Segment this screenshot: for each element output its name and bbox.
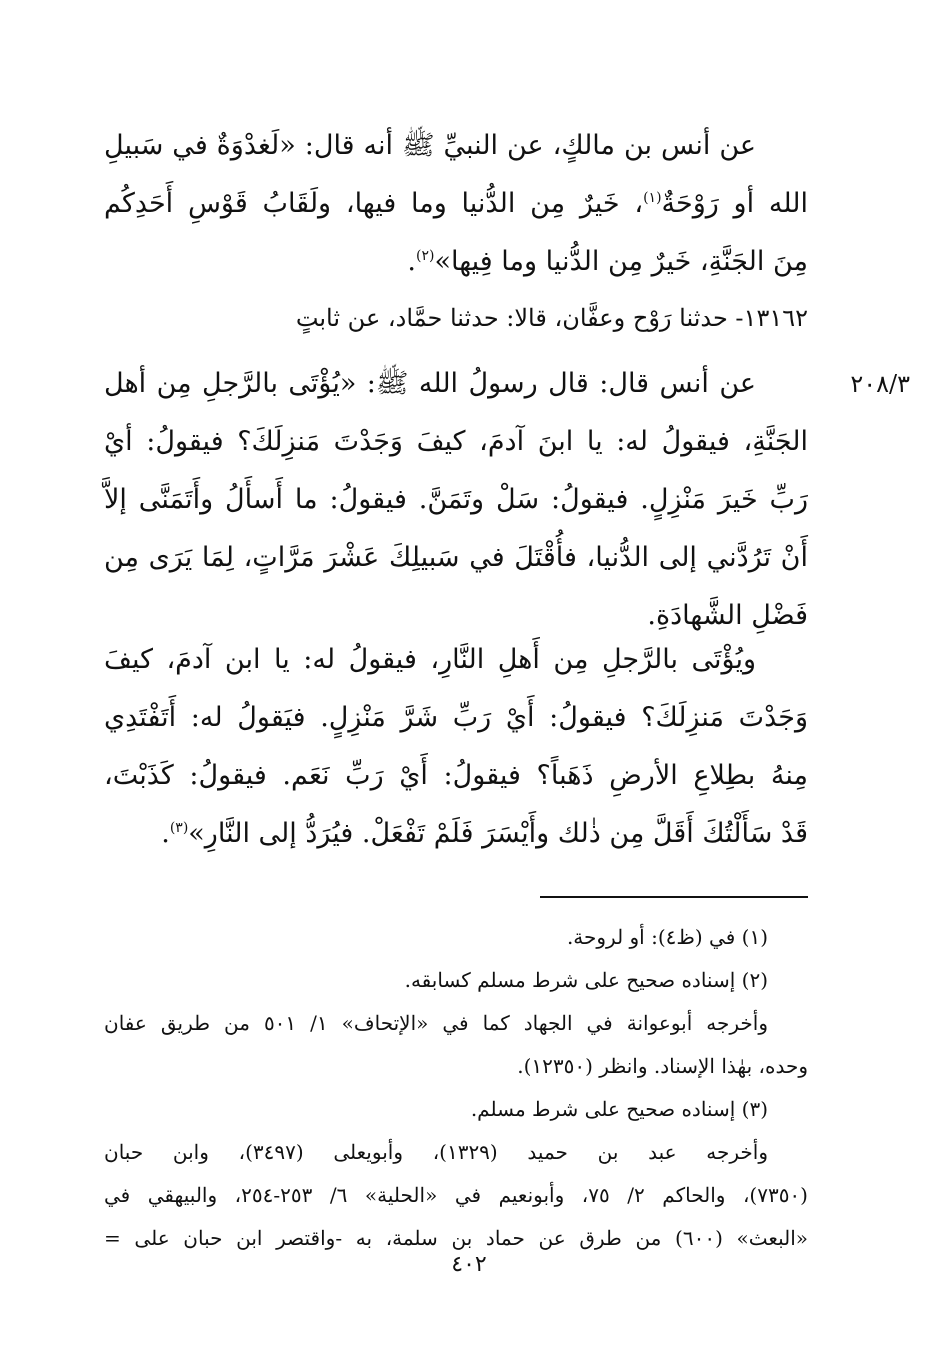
footnote-line: وحده، بهٰذا الإسناد. وانظر (١٢٣٥٠).	[517, 1054, 808, 1078]
footnote-marker: (٢)	[416, 248, 435, 264]
text-fragment: ، خَيرٌ مِن الدُّنيا وما فيها، ولَقَابُ قَوْسِ أَحَدِكُم	[104, 188, 644, 219]
footnote-line: وأخرجه عبد بن حميد (١٣٢٩)، وأبويعلى (٣٤٩٧)، وابن حبان	[104, 1140, 768, 1164]
text-fragment: الله أو رَوْحَةٌ	[661, 188, 808, 219]
text-line	[104, 805, 808, 863]
text-line	[104, 233, 808, 291]
text-line	[104, 175, 808, 233]
text-line: رَبِّ خَيرَ مَنْزِلٍ. فيقولُ: سَلْ وتَمَنَّ. فيقولُ: ما أَسأَلُ وأَتَمَنَّى إلاَّ	[104, 484, 808, 515]
text-fragment: .	[161, 818, 170, 849]
margin-reference: ٢٠٨/٣	[850, 370, 910, 398]
footnote-line: (١) في (ظ٤): أو لروحة.	[566, 925, 768, 949]
footnote-marker: (٣)	[169, 820, 189, 836]
text-line: أَنْ تَرُدَّني إلى الدُّنيا، فأُقْتَلَ في سَبيلِكَ عَشْرَ مَرَّاتٍ، لِمَا يَرَى مِن	[104, 542, 808, 573]
page-number: ٤٠٢	[451, 1252, 487, 1277]
paragraph-3	[104, 631, 808, 863]
footnote-separator	[540, 896, 808, 898]
footnote-line: (٧٣٥٠)، والحاكم ٢/ ٧٥، وأبونعيم في «الحلية» ٦/ ٢٥٣-٢٥٤، والبيهقي في	[104, 1183, 808, 1207]
footnote-line: «البعث» (٦٠٠) من طرق عن حماد بن سلمة، به -واقتصر ابن حبان على =	[104, 1226, 808, 1250]
footnote-line: وأخرجه أبوعوانة في الجهاد كما في «الإتحاف» ١/ ٥٠١ من طريق عفان	[104, 1011, 768, 1035]
text-line: عن أنس قال: قال رسولُ الله ﷺ: «يُؤْتَى بالرَّجلِ مِن أهل	[104, 368, 756, 399]
footnote-line: (٢) إسناده صحيح على شرط مسلم كسابقه.	[404, 968, 768, 992]
text-line: عن أنس بن مالكٍ، عن النبيِّ ﷺ أنه قال: «لَغدْوَةٌ في سَبيلِ	[104, 130, 756, 161]
footnote-line: (٣) إسناده صحيح على شرط مسلم.	[470, 1097, 768, 1121]
text-line: الجَنَّةِ، فيقولُ له: يا ابنَ آدمَ، كيفَ وَجَدْتَ مَنزِلَكَ؟ فيقولُ: أيْ	[104, 426, 808, 457]
text-fragment: .	[407, 246, 416, 277]
hadith-chain: ١٣١٦٢- حدثنا رَوْح وعفَّان، قالا: حدثنا حمَّاد، عن ثابتٍ	[295, 304, 808, 332]
paragraph-1	[104, 117, 808, 291]
text-line: مِنهُ بطِلاعِ الأرضِ ذَهَباً؟ فيقولُ: أَيْ رَبِّ نَعَم. فيقولُ: كَذَبْتَ،	[104, 760, 808, 791]
footnote-marker: (١)	[643, 190, 662, 206]
text-line: وَجَدْتَ مَنزِلَكَ؟ فيقولُ: أَيْ رَبِّ شَرَّ مَنْزِلٍ. فيَقولُ له: أَتَفْتَدِي	[104, 702, 808, 733]
text-fragment: قَدْ سَأَلْتُكَ أَقَلَّ مِن ذٰلك وأَيْسَرَ فَلَمْ تَفْعَلْ. فيُرَدُّ إلى النَّارِ»	[188, 818, 808, 849]
footnotes	[104, 916, 808, 1260]
text-fragment: مِنَ الجَنَّةِ، خَيرٌ مِن الدُّنيا وما فِيها»	[434, 246, 808, 277]
text-line: فَضْلِ الشَّهادَةِ.	[647, 600, 808, 631]
text-line: ويُؤْتَى بالرَّجلِ مِن أَهلِ النَّارِ، فيقولُ له: يا ابن آدمَ، كيفَ	[104, 644, 756, 675]
paragraph-2	[104, 355, 808, 645]
